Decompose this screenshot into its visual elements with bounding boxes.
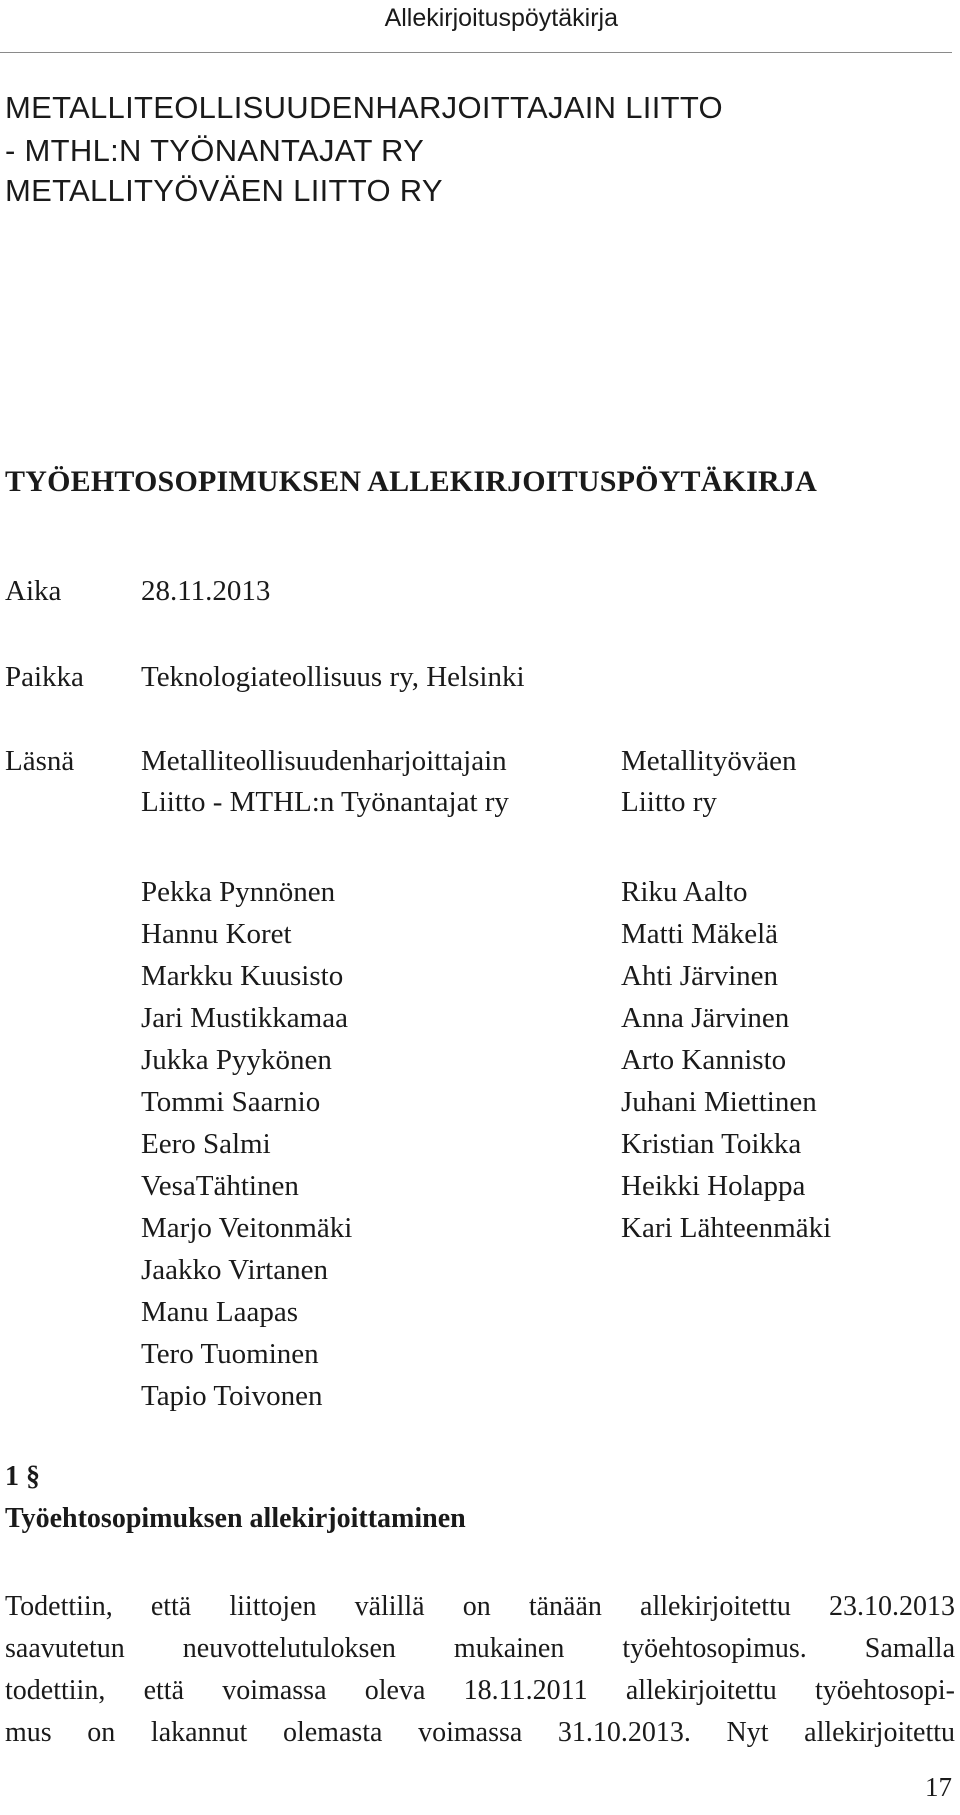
section-number: 1 § <box>5 1461 40 1492</box>
employer-attendee-list <box>141 871 352 1417</box>
paragraph-line: saavutetun neuvottelutuloksen mukainen työehtosopimus. Samalla <box>5 1633 955 1664</box>
attendee-name: Riku Aalto <box>621 876 748 908</box>
attendee-name: Eero Salmi <box>141 1128 271 1160</box>
present-label: Läsnä <box>5 745 75 777</box>
attendee-name: Jari Mustikkamaa <box>141 1002 348 1034</box>
paragraph-line: todettiin, että voimassa oleva 18.11.2011 allekirjoitettu työehtosopi- <box>5 1675 955 1706</box>
attendee-name: Markku Kuusisto <box>141 960 344 992</box>
paragraph-line: mus on lakannut olemasta voimassa 31.10.2013. Nyt allekirjoitettu <box>5 1717 955 1748</box>
place-label: Paikka <box>5 661 84 693</box>
attendee-name: Tapio Toivonen <box>141 1380 323 1412</box>
attendee-name: Marjo Veitonmäki <box>141 1212 353 1244</box>
union-org-line-1: Metallityöväen <box>621 745 797 777</box>
time-value: 28.11.2013 <box>141 575 271 607</box>
attendee-name: Manu Laapas <box>141 1296 299 1328</box>
attendee-name: Anna Järvinen <box>621 1002 790 1034</box>
organization-line-1: METALLITEOLLISUUDENHARJOITTAJAIN LIITTO <box>5 90 723 125</box>
attendee-name: Juhani Miettinen <box>621 1086 817 1118</box>
attendee-name: Arto Kannisto <box>621 1044 787 1076</box>
attendee-name: Kristian Toikka <box>621 1128 802 1160</box>
attendee-name: Hannu Koret <box>141 918 292 950</box>
employer-org-line-2: Liitto - MTHL:n Työnantajat ry <box>141 786 509 818</box>
attendee-name: Ahti Järvinen <box>621 960 779 992</box>
union-attendee-list <box>621 871 831 1249</box>
organization-line-3: METALLITYÖVÄEN LIITTO RY <box>5 173 443 208</box>
header-divider <box>0 52 952 53</box>
running-header: Allekirjoituspöytäkirja <box>384 4 618 32</box>
paragraph-line: Todettiin, että liittojen välillä on tänään allekirjoitettu 23.10.2013 <box>5 1591 955 1622</box>
document-title: TYÖEHTOSOPIMUKSEN ALLEKIRJOITUSPÖYTÄKIRJA <box>5 465 817 498</box>
attendee-name: Matti Mäkelä <box>621 918 779 950</box>
union-org-line-2: Liitto ry <box>621 786 717 818</box>
attendee-name: Pekka Pynnönen <box>141 876 336 908</box>
place-value: Teknologiateollisuus ry, Helsinki <box>141 661 525 693</box>
attendee-name: Heikki Holappa <box>621 1170 806 1202</box>
attendee-name: Tommi Saarnio <box>141 1086 321 1118</box>
attendee-name: VesaTähtinen <box>141 1170 299 1202</box>
attendee-name: Jaakko Virtanen <box>141 1254 328 1286</box>
section-body-paragraph <box>5 1586 955 1754</box>
attendee-name: Jukka Pyykönen <box>141 1044 332 1076</box>
attendee-name: Tero Tuominen <box>141 1338 319 1370</box>
attendee-name: Kari Lähteenmäki <box>621 1212 832 1244</box>
organization-line-2: - MTHL:N TYÖNANTAJAT RY <box>5 133 425 168</box>
employer-org-line-1: Metalliteollisuudenharjoittajain <box>141 745 507 777</box>
page-number: 17 <box>925 1772 952 1802</box>
section-title: Työehtosopimuksen allekirjoittaminen <box>5 1503 466 1534</box>
time-label: Aika <box>5 575 62 607</box>
